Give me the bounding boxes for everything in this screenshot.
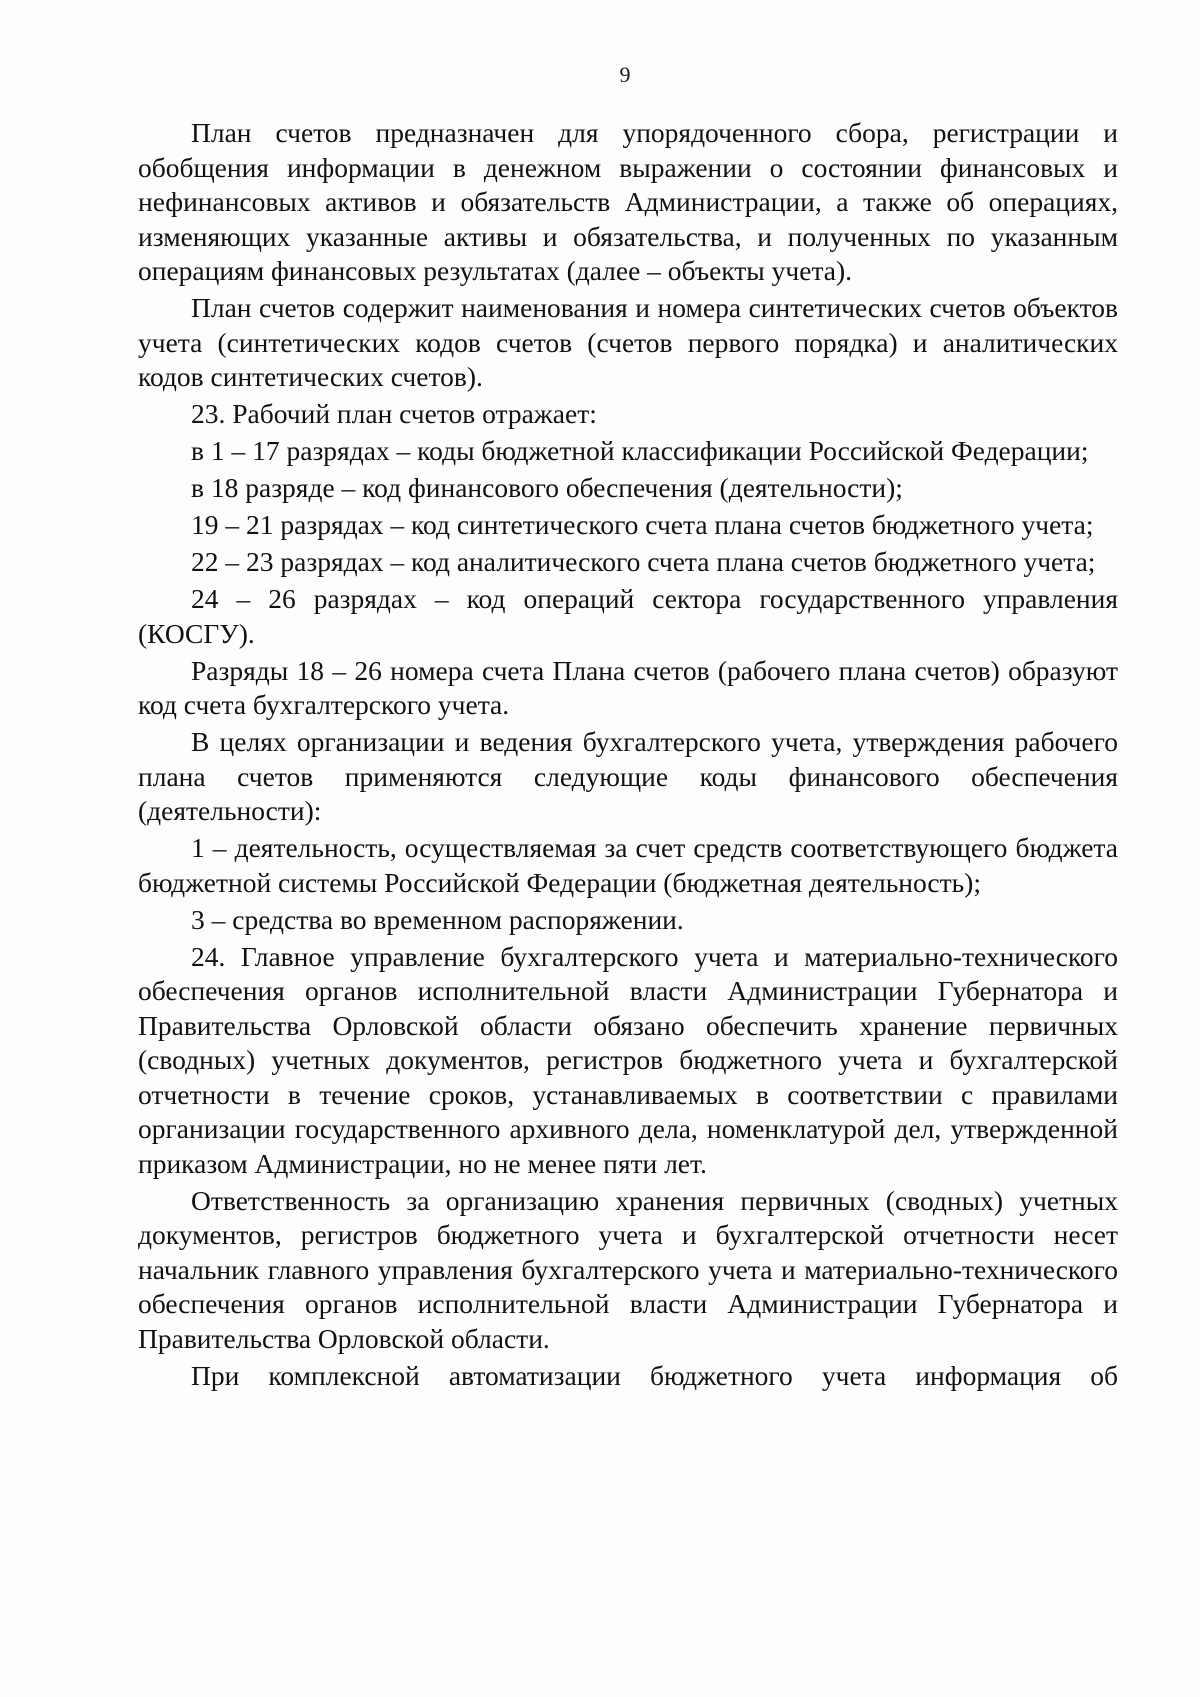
paragraph-digits-19-21: 19 – 21 разрядах – код синтетического счета плана счетов бюджетного учета; xyxy=(191,509,1094,540)
paragraph-digits-1-17: в 1 – 17 разрядах – коды бюджетной классификации Российской Федерации; xyxy=(191,435,1089,466)
paragraph-chart-of-accounts-purpose: План счетов предназначен для упорядоченного сбора, регистрации и обобщения информации в денежном выражении о состоянии финансовых и нефинансовых активов и обязательств Администрации, а также об операциях, изменяющих указанные активы и обязательства, и полученных по указанным операциям финансовых результатах (далее – объекты учета). xyxy=(138,117,1118,286)
paragraph-financing-codes-intro: В целях организации и ведения бухгалтерского учета, утверждения рабочего плана счетов применяются следующие коды финансового обеспечения (деятельности): xyxy=(138,726,1118,826)
paragraph-item-24-storage: 24. Главное управление бухгалтерского учета и материально-технического обеспечения органов исполнительной власти Администрации Губернатора и Правительства Орловской области обязано обеспечить хранение первичных (сводных) учетных документов, регистров бюджетного учета и бухгалтерской отчетности в течение сроков, устанавливаемых в соответствии с правилами организации государственного архивного дела, номенклатурой дел, утвержденной приказом Администрации, но не менее пяти лет. xyxy=(138,940,1118,1179)
paragraph-digits-22-23: 22 – 23 разрядах – код аналитического счета плана счетов бюджетного учета; xyxy=(191,546,1096,577)
paragraph-digits-18-26: Разряды 18 – 26 номера счета Плана счетов (рабочего плана счетов) образуют код счета бухгалтерского учета. xyxy=(138,654,1118,720)
paragraph-chart-of-accounts-contents: План счетов содержит наименования и номера синтетических счетов объектов учета (синтетических кодов счетов (счетов первого порядка) и аналитических кодов синтетических счетов). xyxy=(138,292,1118,392)
paragraph-item-23-heading: 23. Рабочий план счетов отражает: xyxy=(191,398,597,429)
paragraph-financing-code-3: 3 – средства во временном распоряжении. xyxy=(191,903,684,935)
paragraph-financing-code-1: 1 – деятельность, осуществляемая за счет средств соответствующего бюджета бюджетной системы Российской Федерации (бюджетная деятельность); xyxy=(138,832,1118,898)
paragraph-storage-responsibility: Ответственность за организацию хранения первичных (сводных) учетных документов, регистров бюджетного учета и бухгалтерской отчетности несет начальник главного управления бухгалтерского учета и материально-технического обеспечения органов исполнительной власти Администрации Губернатора и Правительства Орловской области. xyxy=(138,1184,1118,1354)
page-number: 9 xyxy=(619,62,631,87)
paragraph-digits-24-26: 24 – 26 разрядах – код операций сектора государственного управления (КОСГУ). xyxy=(138,583,1118,649)
paragraph-automation: При комплексной автоматизации бюджетного учета информация об xyxy=(191,1359,1118,1391)
document-body xyxy=(138,116,1118,1396)
paragraph-digit-18: в 18 разряде – код финансового обеспечения (деятельности); xyxy=(191,472,903,503)
